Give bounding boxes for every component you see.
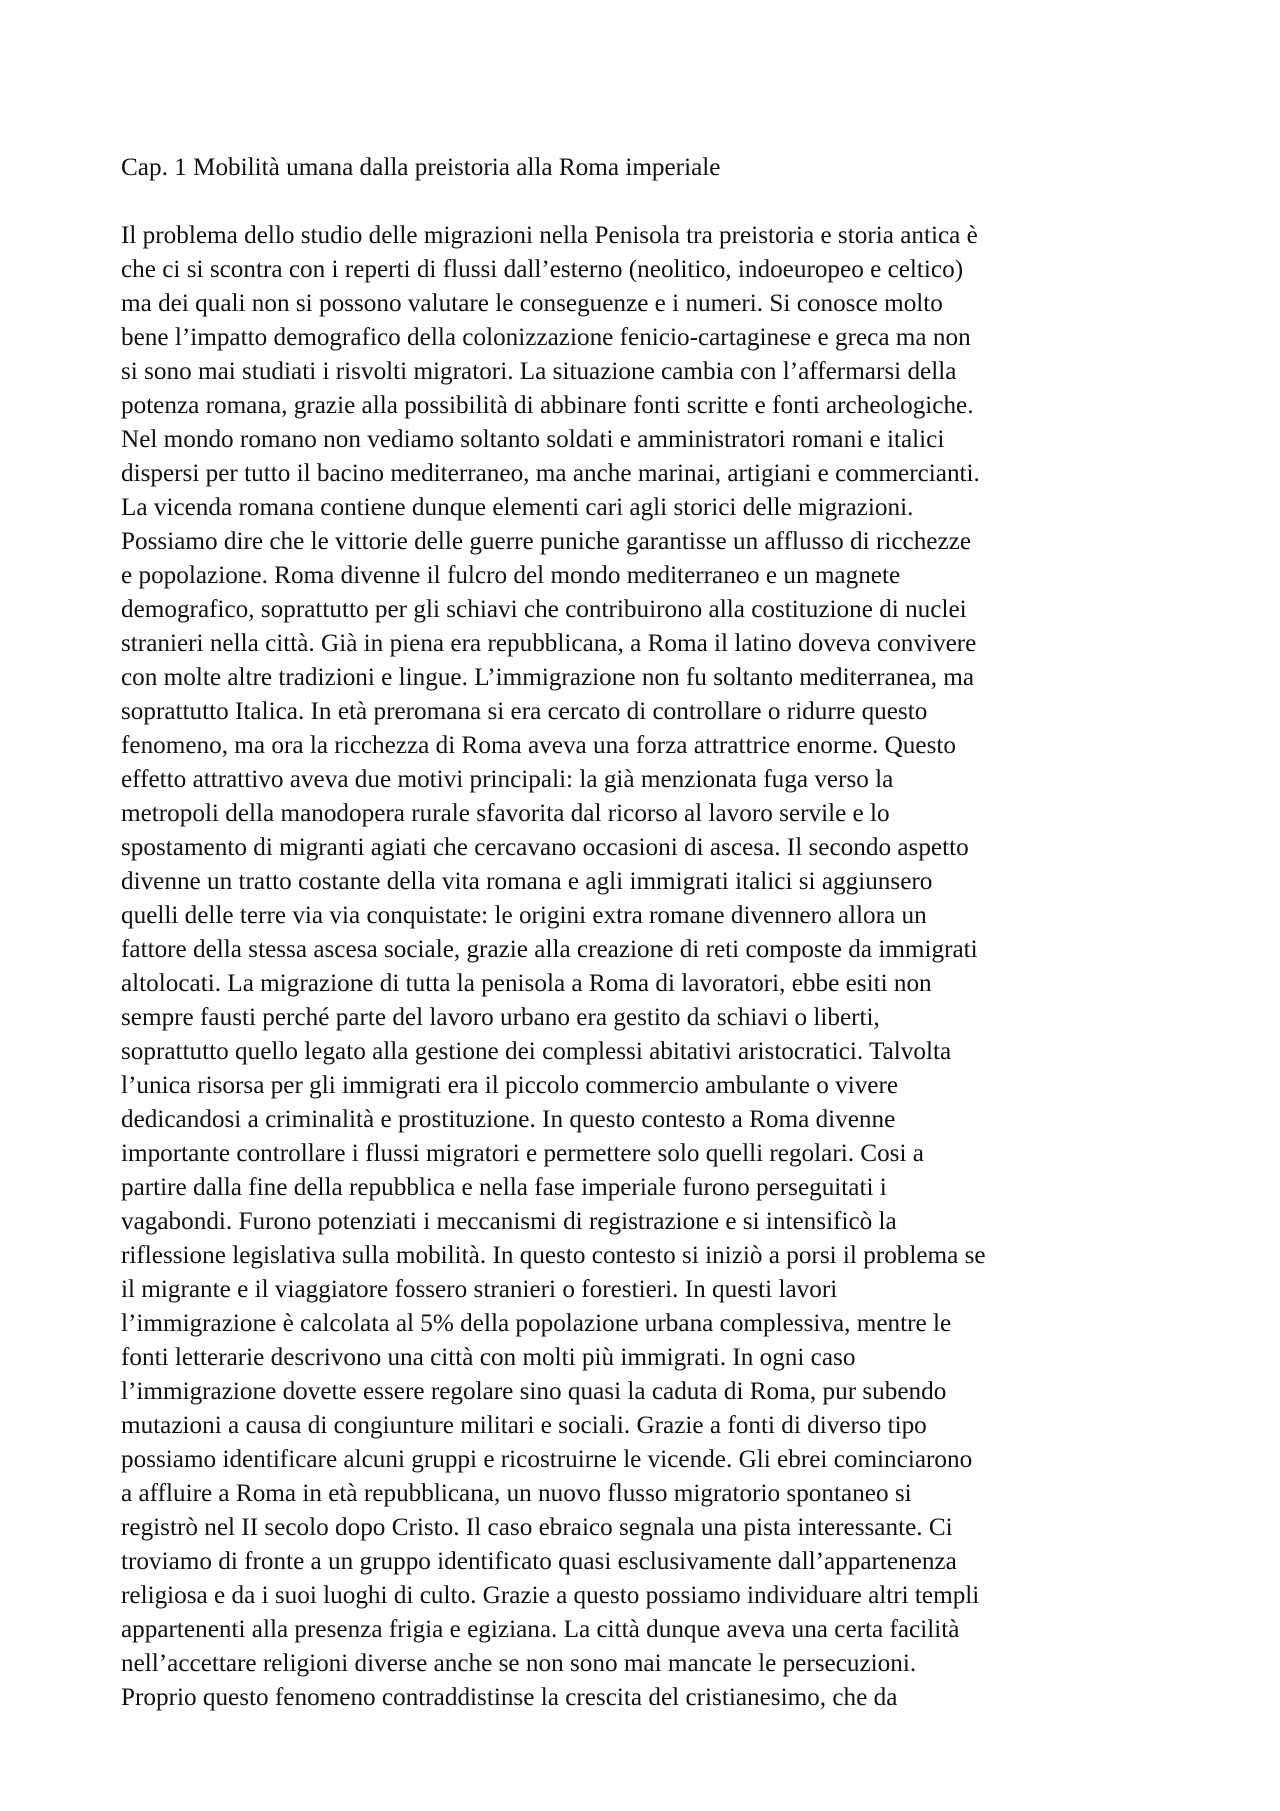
text-line: potenza romana, grazie alla possibilità di abbinare fonti scritte e fonti archeologiche. bbox=[121, 392, 974, 419]
text-line: divenne un tratto costante della vita romana e agli immigrati italici si aggiunsero bbox=[121, 868, 933, 895]
text-line: appartenenti alla presenza frigia e egiziana. La città dunque aveva una certa facilità bbox=[121, 1616, 960, 1643]
text-line: sempre fausti perché parte del lavoro urbano era gestito da schiavi o liberti, bbox=[121, 1004, 880, 1031]
text-line: l’immigrazione dovette essere regolare sino quasi la caduta di Roma, pur subendo bbox=[121, 1378, 947, 1405]
text-line: soprattutto quello legato alla gestione dei complessi abitativi aristocratici. Talvolta bbox=[121, 1038, 952, 1065]
text-line: demografico, soprattutto per gli schiavi che contribuirono alla costituzione di nuclei bbox=[121, 596, 967, 623]
text-line: stranieri nella città. Già in piena era repubblicana, a Roma il latino doveva convivere bbox=[121, 630, 977, 657]
chapter-title: Cap. 1 Mobilità umana dalla preistoria alla Roma imperiale bbox=[121, 154, 721, 181]
text-line: Proprio questo fenomeno contraddistinse la crescita del cristianesimo, che da bbox=[121, 1684, 898, 1711]
text-line: fenomeno, ma ora la ricchezza di Roma aveva una forza attrattrice enorme. Questo bbox=[121, 732, 956, 759]
text-line: Possiamo dire che le vittorie delle guerre puniche garantisse un afflusso di ricchezze bbox=[121, 528, 972, 555]
text-line: Nel mondo romano non vediamo soltanto soldati e amministratori romani e italici bbox=[121, 426, 945, 453]
text-line: mutazioni a causa di congiunture militari e sociali. Grazie a fonti di diverso tipo bbox=[121, 1412, 927, 1439]
text-line: fonti letterarie descrivono una città con molti più immigrati. In ogni caso bbox=[121, 1344, 856, 1371]
text-line: che ci si scontra con i reperti di flussi dall’esterno (neolitico, indoeuropeo e celtico) bbox=[121, 256, 964, 283]
text-line: ma dei quali non si possono valutare le conseguenze e i numeri. Si conosce molto bbox=[121, 290, 943, 317]
text-line: riflessione legislativa sulla mobilità. In questo contesto si iniziò a porsi il problema se bbox=[121, 1242, 986, 1269]
text-line: La vicenda romana contiene dunque elementi cari agli storici delle migrazioni. bbox=[121, 494, 914, 521]
text-line: quelli delle terre via via conquistate: le origini extra romane divennero allora un bbox=[121, 902, 927, 929]
text-line: dispersi per tutto il bacino mediterraneo, ma anche marinai, artigiani e commercianti. bbox=[121, 460, 980, 487]
text-line: vagabondi. Furono potenziati i meccanismi di registrazione e si intensificò la bbox=[121, 1208, 897, 1235]
text-line: il migrante e il viaggiatore fossero stranieri o forestieri. In questi lavori bbox=[121, 1276, 838, 1303]
text-line: registrò nel II secolo dopo Cristo. Il caso ebraico segnala una pista interessante. Ci bbox=[121, 1514, 953, 1541]
text-line: importante controllare i flussi migratori e permettere solo quelli regolari. Cosi a bbox=[121, 1140, 924, 1167]
text-line: a affluire a Roma in età repubblicana, un nuovo flusso migratorio spontaneo si bbox=[121, 1480, 912, 1507]
document-content bbox=[121, 151, 1171, 1715]
text-line: l’immigrazione è calcolata al 5% della popolazione urbana complessiva, mentre le bbox=[121, 1310, 952, 1337]
body-paragraph bbox=[121, 219, 1171, 1715]
text-line: bene l’impatto demografico della colonizzazione fenicio-cartaginese e greca ma non bbox=[121, 324, 971, 351]
text-line: effetto attrattivo aveva due motivi principali: la già menzionata fuga verso la bbox=[121, 766, 894, 793]
text-line: troviamo di fronte a un gruppo identificato quasi esclusivamente dall’appartenenza bbox=[121, 1548, 957, 1575]
text-line: spostamento di migranti agiati che cercavano occasioni di ascesa. Il secondo aspetto bbox=[121, 834, 969, 861]
text-line: nell’accettare religioni diverse anche se non sono mai mancate le persecuzioni. bbox=[121, 1650, 917, 1677]
text-line: partire dalla fine della repubblica e nella fase imperiale furono perseguitati i bbox=[121, 1174, 887, 1201]
text-line: altolocati. La migrazione di tutta la penisola a Roma di lavoratori, ebbe esiti non bbox=[121, 970, 932, 997]
text-line: dedicandosi a criminalità e prostituzione. In questo contesto a Roma divenne bbox=[121, 1106, 896, 1133]
text-line: e popolazione. Roma divenne il fulcro del mondo mediterraneo e un magnete bbox=[121, 562, 901, 589]
text-line: Il problema dello studio delle migrazioni nella Penisola tra preistoria e storia antica è bbox=[121, 222, 978, 249]
text-line: con molte altre tradizioni e lingue. L’immigrazione non fu soltanto mediterranea, ma bbox=[121, 664, 975, 691]
text-line: religiosa e da i suoi luoghi di culto. Grazie a questo possiamo individuare altri templi bbox=[121, 1582, 980, 1609]
text-line: fattore della stessa ascesa sociale, grazie alla creazione di reti composte da immigrati bbox=[121, 936, 978, 963]
text-line: soprattutto Italica. In età preromana si era cercato di controllare o ridurre questo bbox=[121, 698, 928, 725]
text-line: l’unica risorsa per gli immigrati era il piccolo commercio ambulante o vivere bbox=[121, 1072, 899, 1099]
text-line: possiamo identificare alcuni gruppi e ricostruirne le vicende. Gli ebrei cominciarono bbox=[121, 1446, 973, 1473]
text-line: si sono mai studiati i risvolti migratori. La situazione cambia con l’affermarsi della bbox=[121, 358, 957, 385]
text-line: metropoli della manodopera rurale sfavorita dal ricorso al lavoro servile e lo bbox=[121, 800, 890, 827]
